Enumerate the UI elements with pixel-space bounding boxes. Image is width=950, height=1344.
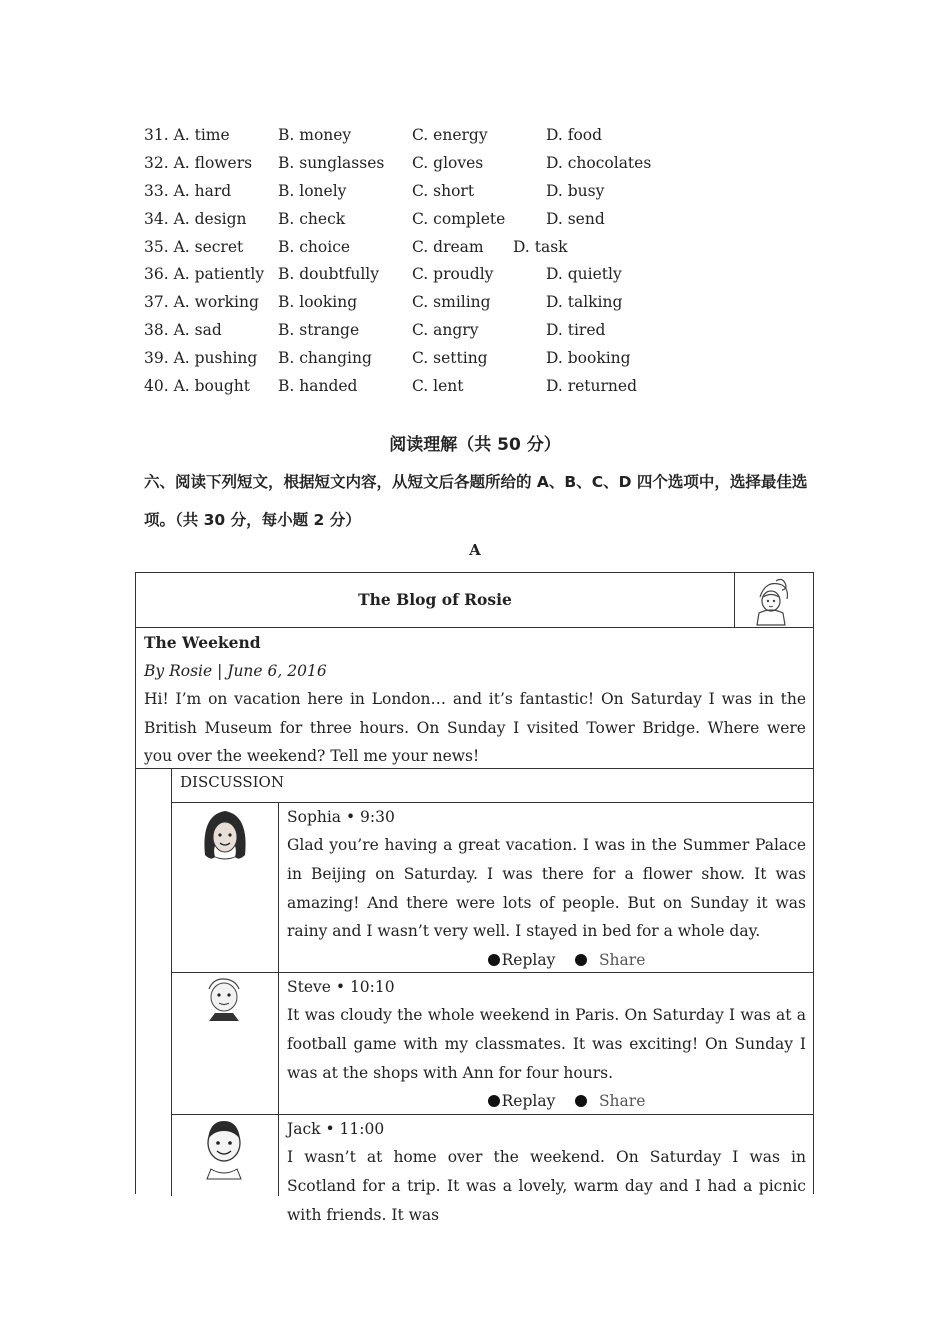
choice-row: [144, 182, 704, 210]
option-b: B. check: [278, 209, 346, 228]
comment-content: [287, 973, 806, 1115]
boy-face-icon: [171, 1115, 278, 1196]
share-label: Share: [598, 951, 646, 970]
replay-button[interactable]: [488, 1092, 556, 1110]
girl-avatar-icon: [735, 573, 815, 627]
comment-steve: [171, 973, 814, 1115]
blog-post: [144, 629, 806, 771]
option-c: C. gloves: [412, 153, 484, 172]
option-d: D. returned: [546, 377, 638, 396]
replay-button[interactable]: [488, 951, 556, 969]
option-a: 31. A. time: [144, 126, 230, 144]
sophia-avatar: [171, 803, 279, 973]
comment-actions: [287, 946, 806, 974]
rosie-avatar: [734, 573, 815, 627]
girl-face-icon: [171, 803, 278, 973]
option-b: B. choice: [278, 237, 351, 256]
post-byline: By Rosie | June 6, 2016: [144, 662, 327, 680]
discussion-section: [136, 768, 814, 1224]
comment-jack: [171, 1115, 814, 1224]
replay-label: Replay: [501, 1092, 556, 1111]
option-d: D. talking: [546, 293, 623, 312]
comment-content: [287, 803, 806, 974]
choice-row: [144, 265, 704, 293]
option-c: C. dream: [412, 237, 484, 256]
passage-letter: A: [469, 541, 481, 559]
option-b: B. looking: [278, 293, 358, 312]
option-a: 32. A. flowers: [144, 153, 253, 172]
comment-author-time: Steve • 10:10: [287, 978, 395, 996]
comment-body: Glad you’re having a great vacation. I was in the Summer Palace in Beijing on Saturday. I was there for a flower show. It was amazing! And there were lots of people. But on Sunday it was rainy and I wasn’t very well. I stayed in bed for a whole day.: [287, 836, 806, 941]
post-title: The Weekend: [144, 633, 261, 652]
option-d: D. booking: [546, 349, 631, 368]
option-b: B. money: [278, 126, 352, 144]
choice-row: [144, 293, 704, 321]
choice-row: [144, 377, 704, 405]
option-a: 35. A. secret: [144, 237, 244, 256]
option-d: D. quietly: [546, 265, 622, 284]
option-a: 40. A. bought: [144, 377, 250, 396]
share-button[interactable]: [575, 1092, 645, 1110]
option-a: 38. A. sad: [144, 321, 222, 340]
option-b: B. sunglasses: [278, 153, 385, 172]
option-c: C. proudly: [412, 265, 494, 284]
option-c: C. angry: [412, 321, 479, 340]
comment-body: I wasn’t at home over the weekend. On Saturday I was in Scotland for a trip. It was a lovely, warm day and I had a picnic with friends. It was: [287, 1148, 806, 1224]
share-button[interactable]: [575, 951, 645, 969]
option-a: 39. A. pushing: [144, 349, 258, 368]
choice-row: [144, 321, 704, 349]
option-b: B. handed: [278, 377, 358, 396]
bullet-icon: [575, 954, 587, 966]
post-body: Hi! I’m on vacation here in London… and it’s fantastic! On Saturday I was in the British Museum for three hours. On Sunday I visited Tower Bridge. Where were you over the weekend? Tell me your news!: [144, 690, 806, 765]
option-a: 37. A. working: [144, 293, 259, 312]
steve-avatar: [171, 973, 279, 1115]
option-b: B. strange: [278, 321, 360, 340]
choice-list: [144, 126, 704, 405]
comment-sophia: [171, 803, 814, 973]
discussion-label: DISCUSSION: [180, 773, 284, 791]
option-c: C. lent: [412, 377, 464, 396]
comment-body: It was cloudy the whole weekend in Paris. On Saturday I was at a football game with my classmates. It was exciting! On Sunday I was at the shops with Ann for four hours.: [287, 1006, 806, 1082]
option-a: 36. A. patiently: [144, 265, 265, 284]
blog-title: The Blog of Rosie: [358, 590, 512, 609]
option-a: 34. A. design: [144, 209, 247, 228]
share-label: Share: [598, 1092, 646, 1111]
option-a: 33. A. hard: [144, 181, 232, 200]
boy-face-icon: [171, 973, 278, 1115]
option-d: D. tired: [546, 321, 606, 340]
bullet-icon: [488, 1095, 500, 1107]
choice-row: [144, 210, 704, 238]
option-c: C. energy: [412, 126, 488, 144]
comment-author-time: Sophia • 9:30: [287, 808, 395, 826]
section-instruction: 六、阅读下列短文，根据短文内容，从短文后各题所给的 A、B、C、D 四个选项中，选择最佳选项。（共 30 分，每小题 2 分）: [144, 473, 808, 529]
choice-row: [144, 154, 704, 182]
section-title: 阅读理解（共 50 分）: [389, 435, 561, 455]
option-d: D. food: [546, 126, 603, 144]
option-d: D. busy: [546, 181, 605, 200]
comment-author-time: Jack • 11:00: [287, 1120, 385, 1138]
jack-avatar: [171, 1115, 279, 1196]
option-c: C. setting: [412, 349, 488, 368]
choice-row: [144, 126, 704, 154]
option-b: B. doubtfully: [278, 265, 380, 284]
option-d: D. task: [513, 237, 568, 256]
option-d: D. send: [546, 209, 605, 228]
option-b: B. lonely: [278, 181, 347, 200]
bullet-icon: [488, 954, 500, 966]
blog-table: [135, 572, 814, 1224]
option-c: C. short: [412, 181, 475, 200]
choice-row: [144, 238, 704, 266]
bullet-icon: [575, 1095, 587, 1107]
option-b: B. changing: [278, 349, 372, 368]
choice-row: [144, 349, 704, 377]
option-c: C. complete: [412, 209, 506, 228]
replay-label: Replay: [501, 951, 556, 970]
comment-actions: [287, 1087, 806, 1115]
comment-content: [287, 1115, 806, 1229]
option-d: D. chocolates: [546, 153, 652, 172]
blog-header: [136, 573, 814, 628]
option-c: C. smiling: [412, 293, 491, 312]
